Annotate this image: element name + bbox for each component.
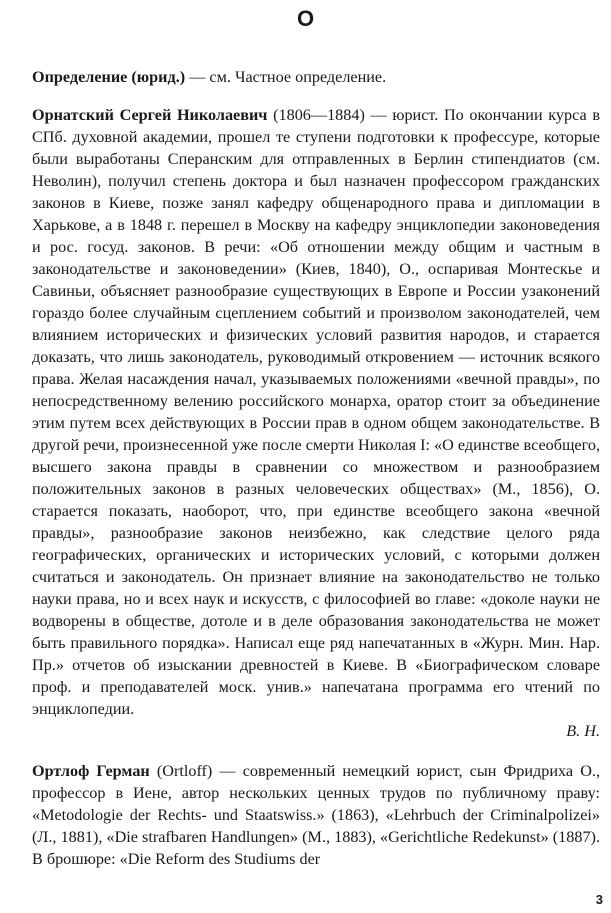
- entry-headword: Орнатский Сергей Николаевич: [32, 106, 268, 124]
- entry-headword: Ортлоф Герман: [32, 762, 150, 780]
- entry-body: (Ortloff) — современный немецкий юрист, сын Фридриха О., профессор в Иене, автор нескольких ценных трудов по публичному праву: «Metodologie der Rechts- und Staatswiss.» (1863), «Lehrbuch der Criminalpolizei» (Л., 1881), «Die strafbaren Handlungen» (М., 1883), «Gerichtliche Redekunst» (1887). В брошюре: «Die Reform des Studiums der: [32, 762, 600, 868]
- section-letter-heading: О: [296, 6, 315, 31]
- dictionary-entries: [32, 66, 600, 886]
- entry-ortlof: [32, 760, 600, 870]
- page-number: 3: [595, 892, 603, 907]
- entry-headword: Определение (юрид.): [32, 68, 186, 86]
- entry-body: — см. Частное определение.: [185, 68, 387, 86]
- entry-opredelenie: [32, 66, 600, 88]
- entry-body: (1806—1884) — юрист. По окончании курса в СПб. духовной академии, прошел те ступени подготовки к профессуре, которые были выработаны Сперанским для отправленных в Берлин стипендиатов (см. Неволин), получил степень доктора и был назначен профессором гражданских законов в Киеве, позже занял кафедру общенародного права и дипломации в Харькове, а в 1848 г. перешел в Москву на кафедру энциклопедии законоведения и рос. госуд. законов. В речи: «Об отношении между общим и частным в законодательстве и законоведении» (Киев, 1840), О., оспаривая Монтескье и Савиньи, объясняет разнообразие существующих в Европе и России узаконений гораздо более случайным сцеплением событий и произволом законодателей, чем влиянием исторических и физических условий развития народов, и старается доказать, что лишь законодатель, руководимый откровением — источник всякого права. Желая насаждения начал, указываемых положениями «вечной правды», по непосредственному велению российского монарха, оратор стоит за объединение этим путем всех действующих в России прав в одном общем законодательстве. В другой речи, произнесенной уже после смерти Николая I: «О единстве всеобщего, высшего закона правды в сравнении со множеством и разнообразием положительных законов в разных человеческих обществах» (М., 1856), О. старается показать, наоборот, что, при единстве всеобщего закона «вечной правды», разнообразие законов неизбежно, как следствие целого ряда географических, органических и исторических условий, с которыми должен считаться и законодатель. Он признает влияние на законодательство не только науки права, но и всех наук и искусств, с философией во главе: «доколе науки не водворены в обществе, дотоле и в деле образования законодательства не может быть правильного порядка». Написал еще ряд напечатанных в «Журн. Мин. Нар. Пр.» отчетов об изыскании древностей в Киеве. В «Биографическом словаре проф. и преподавателей моск. унив.» напечатана программа его чтений по энциклопедии.: [32, 106, 600, 718]
- entry-ornatsky: [32, 104, 600, 720]
- entry-author-signature: В. Н.: [566, 722, 600, 740]
